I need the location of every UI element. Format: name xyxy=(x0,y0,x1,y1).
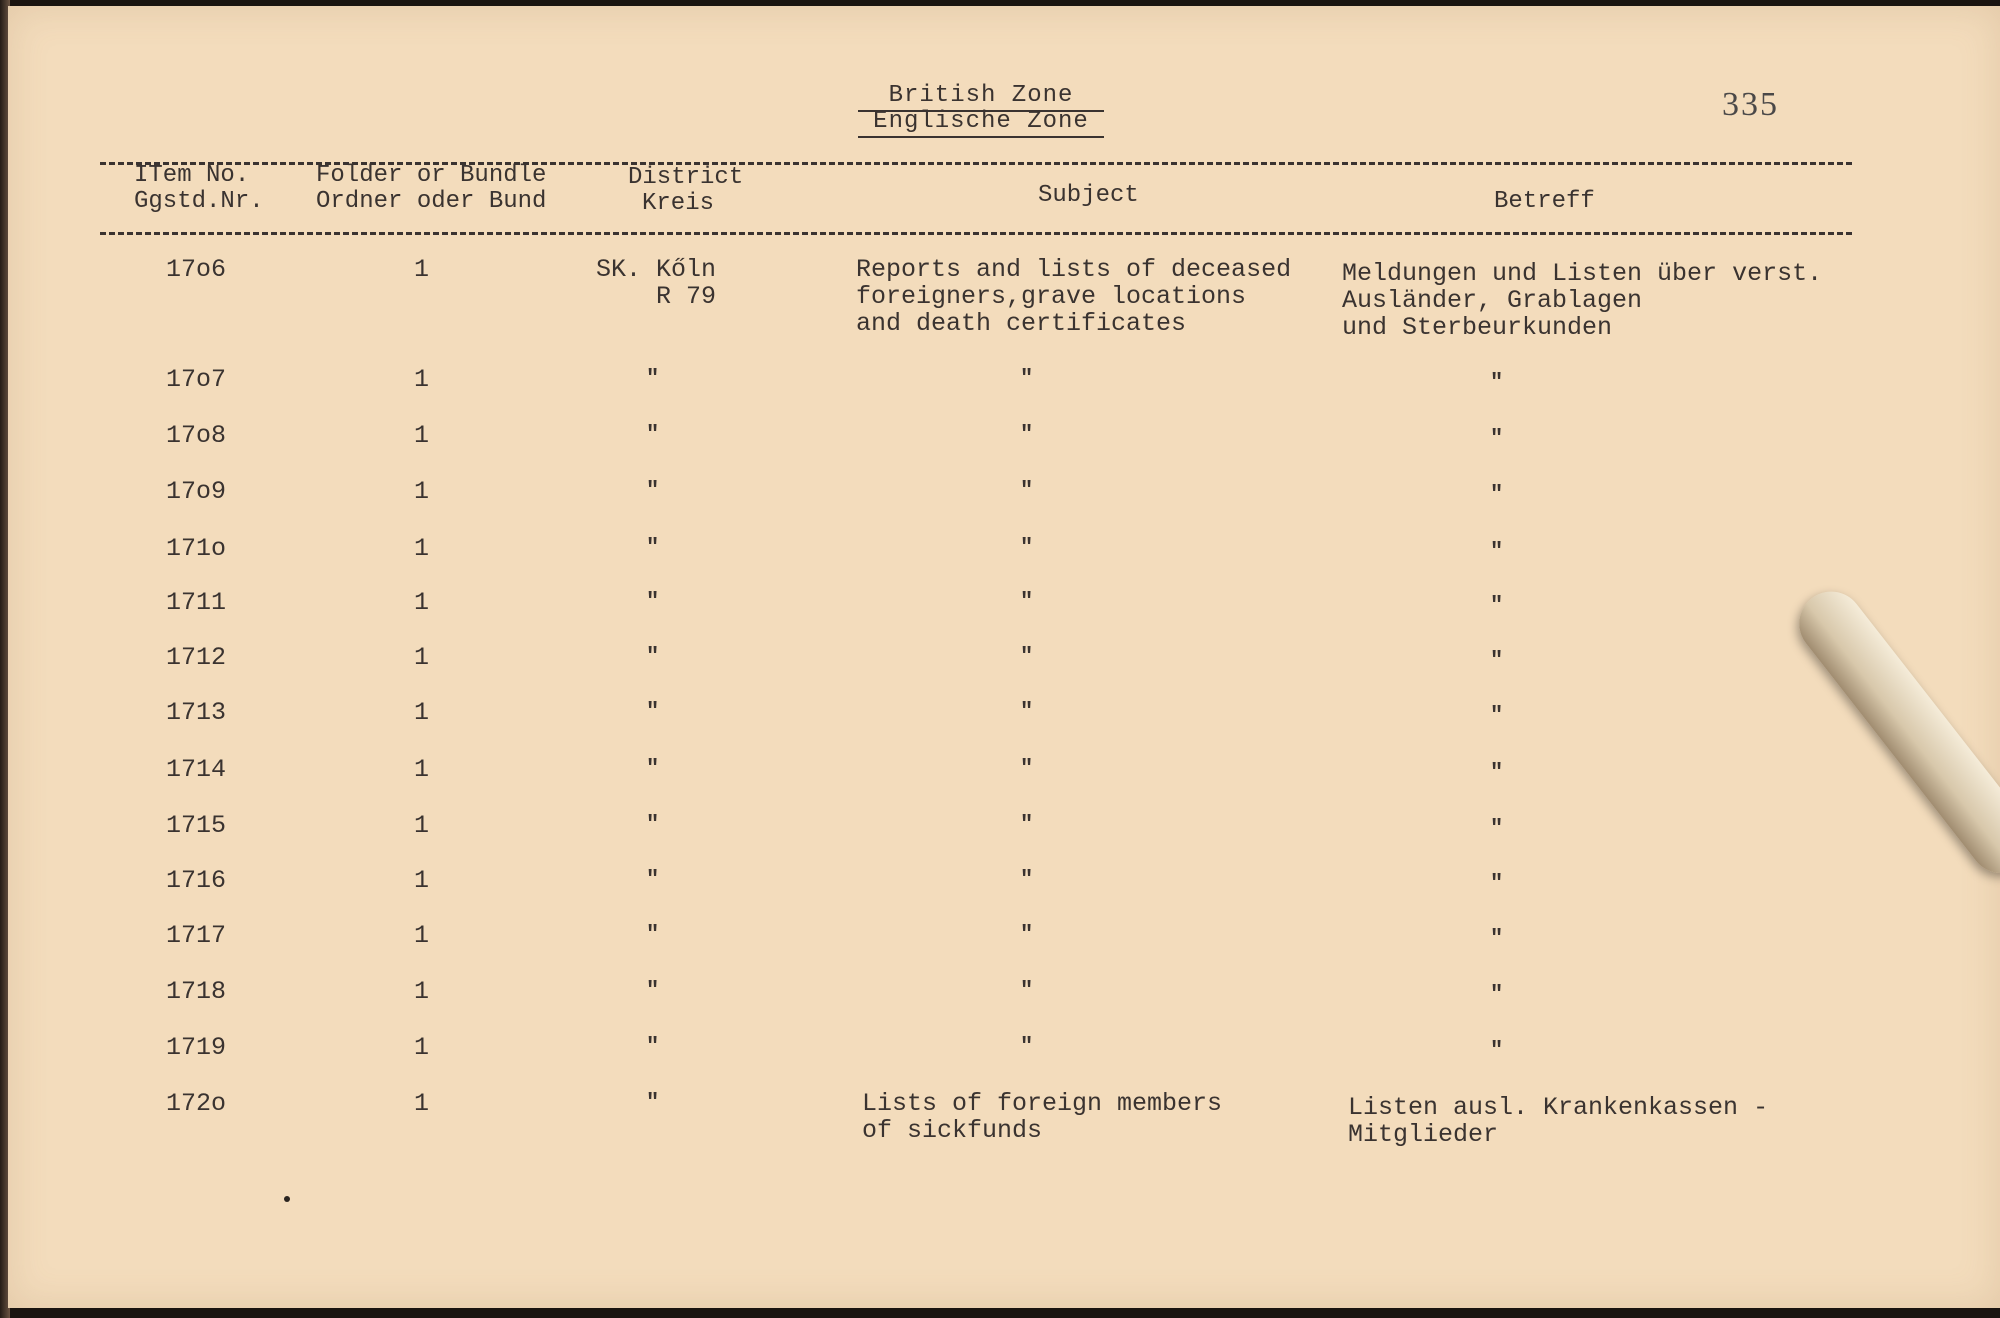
district-ditto: " xyxy=(646,589,660,614)
district-ditto: " xyxy=(646,644,660,669)
folder-count: 1 xyxy=(414,255,430,284)
item-number: 1714 xyxy=(166,755,227,784)
col-betreff: Betreff xyxy=(1494,188,1595,215)
item-number: 17o8 xyxy=(166,421,227,450)
district-ditto: " xyxy=(646,922,660,947)
col-folder-en: Folder or Bundle xyxy=(316,162,547,189)
item-number: 17o9 xyxy=(166,477,227,506)
folder-count: 1 xyxy=(414,365,430,394)
folder-count: 1 xyxy=(414,1089,430,1118)
item-number: 1712 xyxy=(166,643,227,672)
item-number: 172o xyxy=(166,1089,227,1118)
district-cell: SK. Kőln R 79 xyxy=(596,255,717,311)
item-number: 1711 xyxy=(166,588,227,617)
col-district-de: Kreis xyxy=(642,190,715,217)
subject-ditto: " xyxy=(1020,978,1034,1003)
item-number: 1716 xyxy=(166,866,227,895)
betreff-ditto: " xyxy=(1490,539,1504,564)
subject-ditto: " xyxy=(1020,699,1034,724)
betreff-ditto: " xyxy=(1490,426,1504,451)
header-bottom-rule xyxy=(100,232,1852,235)
col-item-de: Ggstd.Nr. xyxy=(134,188,264,215)
district-ditto: " xyxy=(646,1034,660,1059)
item-number: 1713 xyxy=(166,698,227,727)
zone-title-underline-2 xyxy=(858,136,1104,138)
folder-count: 1 xyxy=(414,755,430,784)
folder-count: 1 xyxy=(414,977,430,1006)
subject-ditto: " xyxy=(1020,867,1034,892)
subject-ditto: " xyxy=(1020,422,1034,447)
ink-speck xyxy=(284,1196,290,1202)
subject-ditto: " xyxy=(1020,812,1034,837)
betreff-ditto: " xyxy=(1490,593,1504,618)
betreff-ditto: " xyxy=(1490,816,1504,841)
district-ditto: " xyxy=(646,1090,660,1115)
betreff-ditto: " xyxy=(1490,482,1504,507)
col-folder-de: Ordner oder Bund xyxy=(316,188,547,215)
folder-count: 1 xyxy=(414,534,430,563)
folder-count: 1 xyxy=(414,643,430,672)
folder-count: 1 xyxy=(414,811,430,840)
district-ditto: " xyxy=(646,812,660,837)
col-item-en: ITem No. xyxy=(134,162,250,189)
betreff-ditto: " xyxy=(1490,926,1504,951)
item-number: 1719 xyxy=(166,1033,227,1062)
folder-count: 1 xyxy=(414,866,430,895)
betreff-ditto: " xyxy=(1490,648,1504,673)
col-district-en: District xyxy=(628,164,744,191)
zone-title-english: British Zone xyxy=(888,82,1074,109)
district-ditto: " xyxy=(646,978,660,1003)
subject-cell: Reports and lists of deceased foreigners,grave locations and death certificates xyxy=(856,255,1292,338)
subject-ditto: " xyxy=(1020,366,1034,391)
subject-ditto: " xyxy=(1020,756,1034,781)
folder-count: 1 xyxy=(414,588,430,617)
subject-ditto: " xyxy=(1020,644,1034,669)
subject-ditto: " xyxy=(1020,1034,1034,1059)
zone-title-german: Englische Zone xyxy=(873,108,1089,135)
district-ditto: " xyxy=(646,478,660,503)
item-number: 1718 xyxy=(166,977,227,1006)
betreff-ditto: " xyxy=(1490,703,1504,728)
betreff-ditto: " xyxy=(1490,1038,1504,1063)
folder-count: 1 xyxy=(414,698,430,727)
item-number: 17o6 xyxy=(166,255,227,284)
col-subject: Subject xyxy=(1038,182,1139,209)
subject-cell: Lists of foreign members of sickfunds xyxy=(862,1089,1223,1145)
district-ditto: " xyxy=(646,422,660,447)
district-ditto: " xyxy=(646,867,660,892)
district-ditto: " xyxy=(646,535,660,560)
page-number: 335 xyxy=(1722,86,1779,123)
betreff-cell: Listen ausl. Krankenkassen - Mitglieder xyxy=(1348,1093,1769,1149)
item-number: 171o xyxy=(166,534,227,563)
folder-count: 1 xyxy=(414,421,430,450)
subject-ditto: " xyxy=(1020,478,1034,503)
betreff-ditto: " xyxy=(1490,370,1504,395)
folder-count: 1 xyxy=(414,921,430,950)
folder-count: 1 xyxy=(414,477,430,506)
betreff-cell: Meldungen und Listen über verst. Ausländer, Grablagen und Sterbeurkunden xyxy=(1342,259,1823,342)
folder-count: 1 xyxy=(414,1033,430,1062)
betreff-ditto: " xyxy=(1490,760,1504,785)
subject-ditto: " xyxy=(1020,922,1034,947)
item-number: 1715 xyxy=(166,811,227,840)
subject-ditto: " xyxy=(1020,535,1034,560)
item-number: 1717 xyxy=(166,921,227,950)
district-ditto: " xyxy=(646,699,660,724)
item-number: 17o7 xyxy=(166,365,227,394)
district-ditto: " xyxy=(646,756,660,781)
betreff-ditto: " xyxy=(1490,982,1504,1007)
betreff-ditto: " xyxy=(1490,871,1504,896)
district-ditto: " xyxy=(646,366,660,391)
subject-ditto: " xyxy=(1020,589,1034,614)
